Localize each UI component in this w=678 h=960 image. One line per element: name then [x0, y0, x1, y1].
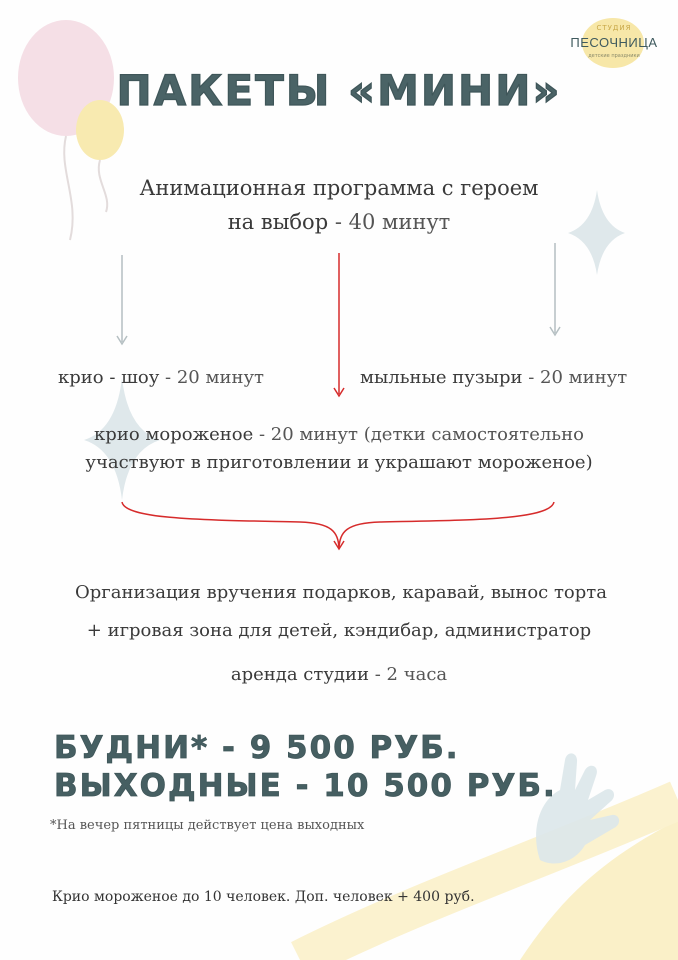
studio-rent-duration: - 2 часа	[369, 664, 448, 685]
studio-rent-label: аренда студии	[230, 664, 369, 685]
studio-logo	[566, 18, 662, 68]
logo-name: ПЕСОЧНИЦА	[570, 35, 658, 50]
services-line2: + игровая зона для детей, кэндибар, администратор	[86, 620, 592, 641]
arrow-left-icon	[117, 255, 127, 344]
option-icecream-line1	[0, 424, 678, 445]
option-krio-show-label: крио - шоу	[58, 367, 160, 388]
studio-rent	[0, 664, 678, 685]
logo-sub-text: детские праздники	[588, 53, 640, 59]
logo-top-text: СТУДИЯ	[596, 24, 632, 32]
option-krio-show	[58, 367, 264, 388]
intro-program-label: на выбор	[227, 210, 329, 234]
services-line1: Организация вручения подарков, каравай, вынос торта	[75, 582, 607, 603]
page-title: ПАКЕТЫ «МИНИ»	[116, 66, 562, 115]
option-krio-show-duration: - 20 минут	[159, 367, 264, 388]
option-icecream-line2: участвуют в приготовлении и украшают мороженое)	[85, 452, 593, 473]
option-icecream-label: крио мороженое	[94, 424, 254, 445]
option-bubbles-label: мыльные пузыри	[360, 367, 523, 388]
option-bubbles	[360, 367, 627, 388]
arrow-center-red-icon	[334, 253, 344, 396]
footer-note: Крио мороженое до 10 человек. Доп. человек + 400 руб.	[52, 889, 475, 905]
price-weekdays: БУДНИ* - 9 500 РУБ.	[54, 730, 460, 766]
intro-duration: - 40 минут	[328, 210, 451, 234]
option-icecream-duration: - 20 минут (детки самостоятельно	[253, 424, 584, 445]
arrow-right-icon	[550, 243, 560, 335]
intro-line1: Анимационная программа с героем	[139, 176, 539, 200]
price-weekend: ВЫХОДНЫЕ - 10 500 РУБ.	[54, 768, 557, 804]
option-bubbles-duration: - 20 минут	[522, 367, 628, 388]
friday-note: *На вечер пятницы действует цена выходных	[50, 818, 365, 833]
curly-brace-red-icon	[122, 502, 554, 549]
intro-line2	[0, 210, 678, 234]
